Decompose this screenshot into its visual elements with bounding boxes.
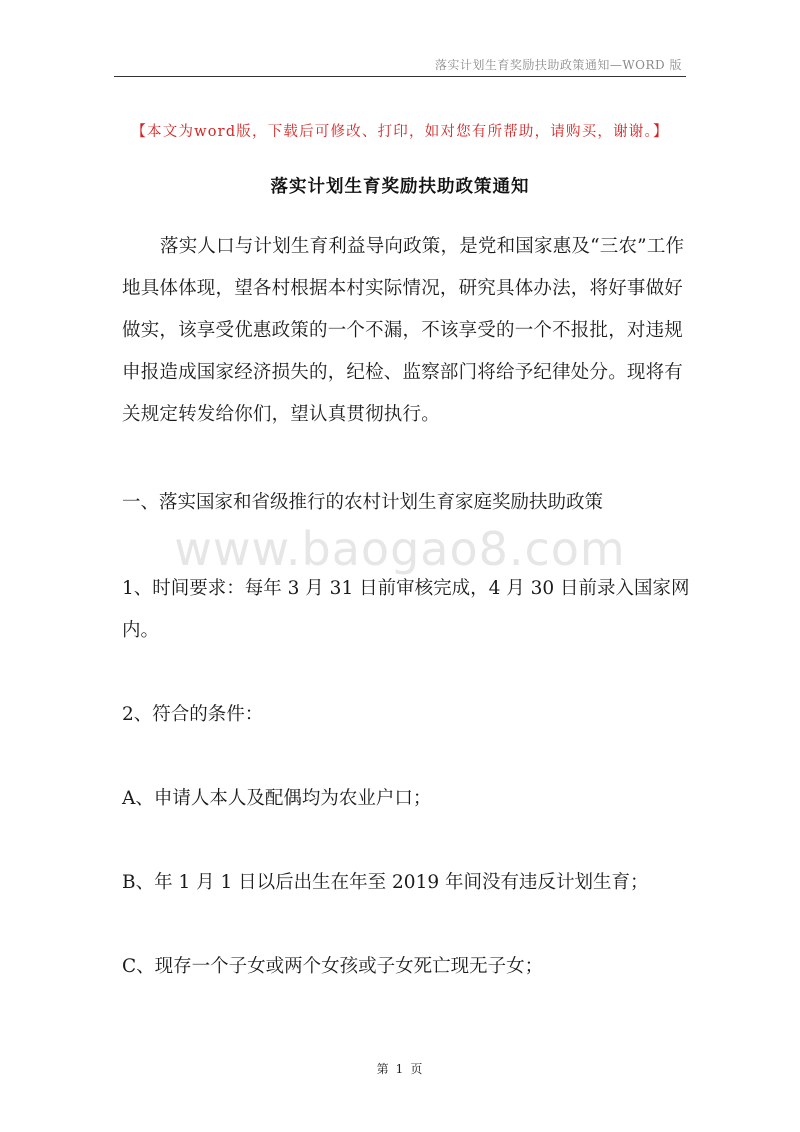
page-footer — [0, 1060, 800, 1077]
running-header: 落实计划生育奖励扶助政策通知—WORD 版 — [434, 58, 682, 72]
watermark: www.baogao8.com — [174, 522, 626, 576]
footer-suffix: 页 — [410, 1062, 424, 1076]
section-heading: 一、落实国家和省级推行的农村计划生育家庭奖励扶助政策 — [122, 492, 604, 513]
document-title: 落实计划生育奖励扶助政策通知 — [270, 177, 530, 197]
page-number: 1 — [395, 1062, 405, 1076]
footer-prefix: 第 — [376, 1062, 390, 1076]
header-divider — [114, 76, 686, 77]
list-item-conditions: 2、符合的条件： — [122, 704, 264, 725]
list-item-condition-a: A、申请人本人及配偶均为农业户口； — [122, 788, 432, 809]
purchase-notice: 【本文为word版，下载后可修改、打印，如对您有所帮助，请购买，谢谢。】 — [131, 124, 669, 140]
list-item-condition-b: B、年 1 月 1 日以后出生在年至 2019 年间没有违反计划生育； — [122, 872, 649, 893]
list-item-time-requirement: 1、时间要求：每年 3 月 31 日前审核完成，4 月 30 日前录入国家网内。 — [122, 578, 690, 641]
list-item-condition-c: C、现存一个子女或两个女孩或子女死亡现无子女； — [122, 956, 544, 977]
intro-paragraph: 落实人口与计划生育利益导向政策，是党和国家惠及“三农”工作地具体体现，望各村根据本村实际情况，研究具体办法，将好事做好做实，该享受优惠政策的一个不漏，不该享受的一个不报批，对违规申报造成国家经济损失的，纪检、监察部门将给予纪律处分。现将有关规定转发给你们，望认真贯彻执行。 — [122, 236, 685, 425]
